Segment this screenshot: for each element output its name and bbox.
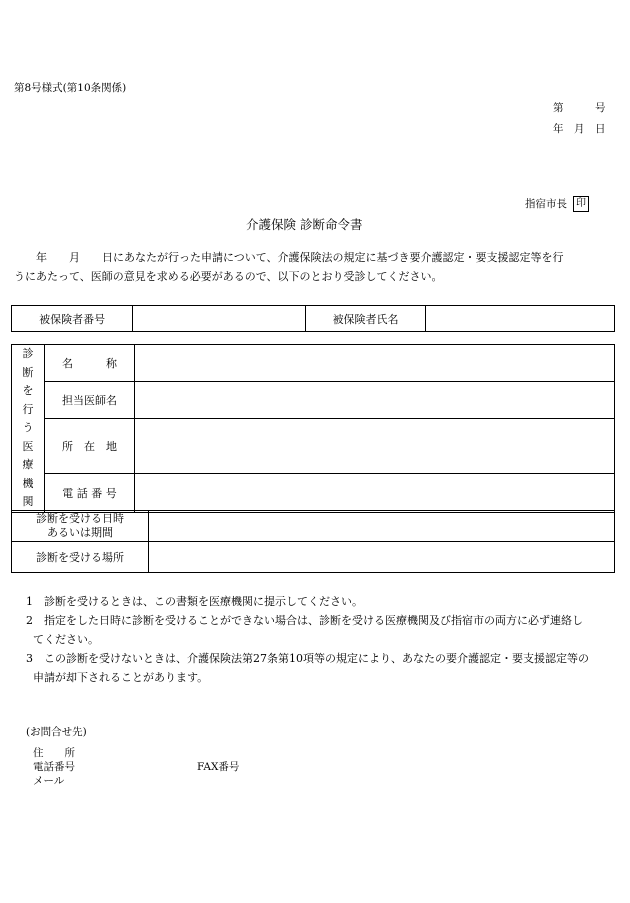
date-label: 年 月 日 [553,123,606,135]
address-label: 所 在 地 [45,419,135,474]
contact-fax-label: FAX番号 [197,761,240,773]
contact-phone-label: 電話番号 [33,761,75,773]
exam-date-label: 診断を受ける日時 あるいは期間 [12,511,149,542]
form-number: 第8号様式(第10条関係) [14,82,127,94]
institution-side-label: 診 断 を 行 う 医 療 機 関 [12,345,45,513]
insured-number-label: 被保険者番号 [12,306,133,332]
institution-name-field[interactable] [135,345,615,382]
insured-name-field[interactable] [425,306,614,332]
body-line-1: 年 月 日にあなたが行った申請について、介護保険法の規定に基づき要介護認定・要支援認定等を行 [14,251,564,264]
body-line-2: うにあたって、医師の意見を求める必要があるので、以下のとおり受診してください。 [14,270,443,283]
phone-number-field[interactable] [135,474,615,512]
contact-address-label: 住 所 [33,747,75,759]
document-title: 介護保険 診断命令書 [246,217,363,232]
institution-name-label: 名 称 [45,345,135,382]
address-field[interactable] [135,419,615,474]
doctor-name-label: 担当医師名 [45,382,135,419]
issuer [525,196,589,212]
institution-table [11,344,615,513]
insured-name-label: 被保険者氏名 [306,306,425,332]
document-number-label: 第 号 [553,102,606,114]
exam-place-field[interactable] [149,542,615,573]
note-3: 3 この診断を受けないときは、介護保険法第27条第10項等の規定により、あなたの要介護認定・要支援認定等の 申請が却下されることがあります。 [26,652,589,684]
exam-date-field[interactable] [149,511,615,542]
doctor-name-field[interactable] [135,382,615,419]
contact-mail-label: メール [33,775,65,787]
insured-number-field[interactable] [133,306,306,332]
exam-place-label: 診断を受ける場所 [12,542,149,573]
phone-number-label: 電 話 番 号 [45,474,135,512]
issuer-name: 指宿市長 [525,198,567,210]
note-2: 2 指定をした日時に診断を受けることができない場合は、診断を受ける医療機関及び指宿市の両方に必ず連絡し てください。 [26,614,583,646]
note-1: 1 診断を受けるときは、この書類を医療機関に提示してください。 [26,595,363,608]
seal-mark: 印 [573,196,589,212]
schedule-table [11,510,615,573]
insured-table [11,305,615,332]
body-text [14,248,614,286]
contact-heading: (お問合せ先) [26,726,87,738]
